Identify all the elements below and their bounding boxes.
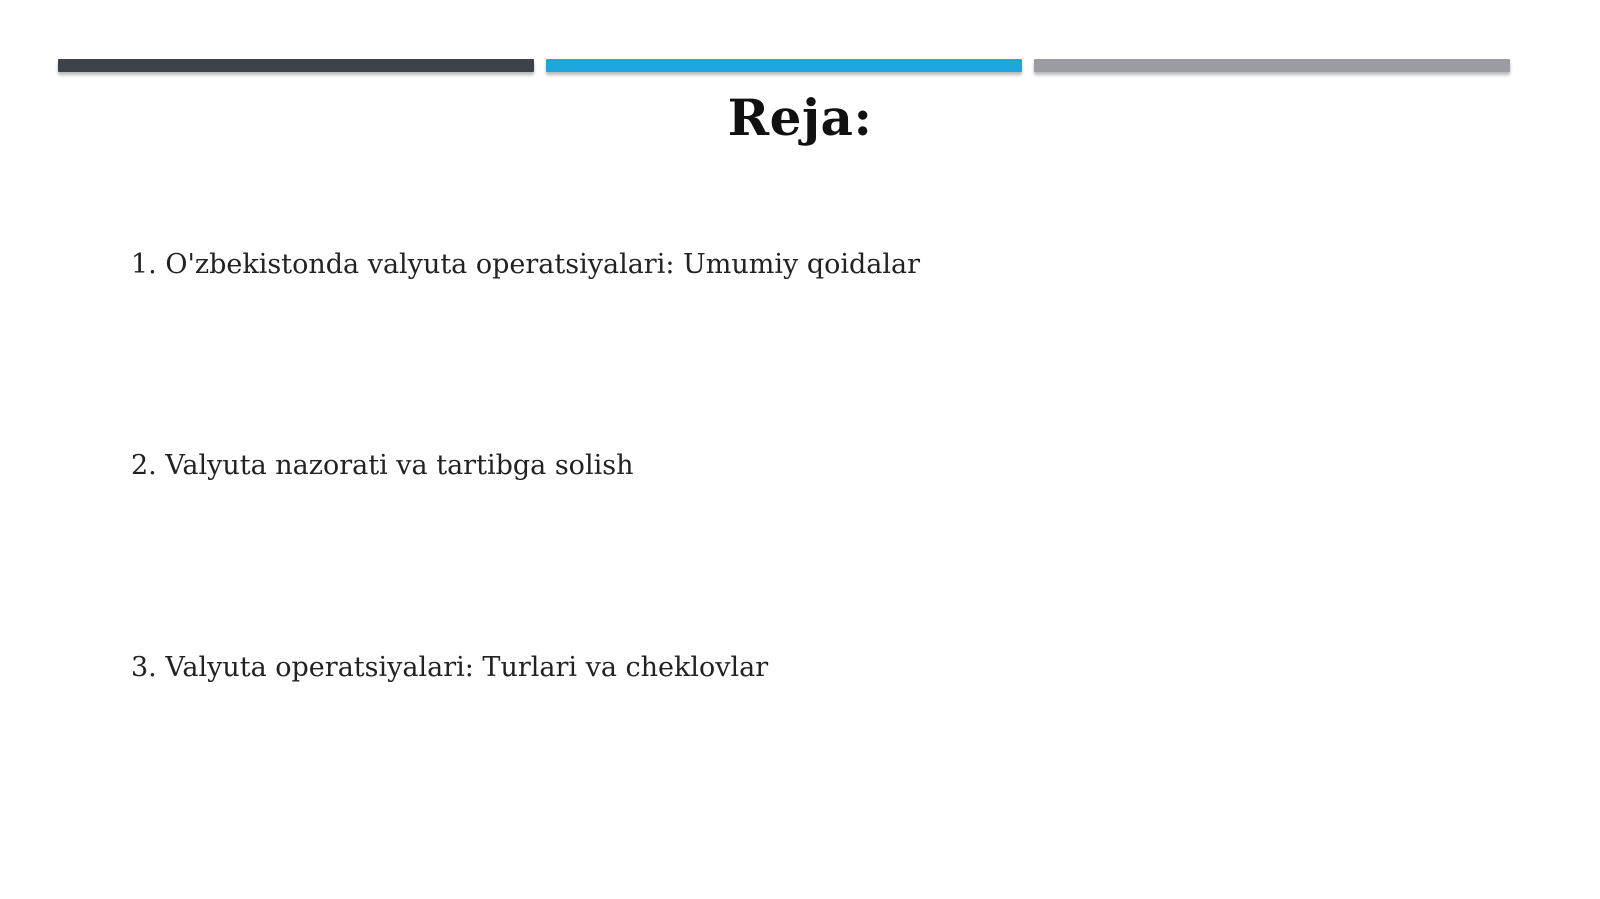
- plan-item-1: 1. O'zbekistonda valyuta operatsiyalari: Umumiy qoidalar: [131, 249, 921, 280]
- accent-bar-dark: [58, 59, 534, 72]
- slide-title: Reja:: [727, 88, 873, 147]
- accent-bar-gray: [1034, 59, 1510, 72]
- plan-item-3: 3. Valyuta operatsiyalari: Turlari va cheklovlar: [131, 652, 769, 683]
- plan-item-2: 2. Valyuta nazorati va tartibga solish: [131, 450, 634, 481]
- accent-bar-blue: [546, 59, 1022, 72]
